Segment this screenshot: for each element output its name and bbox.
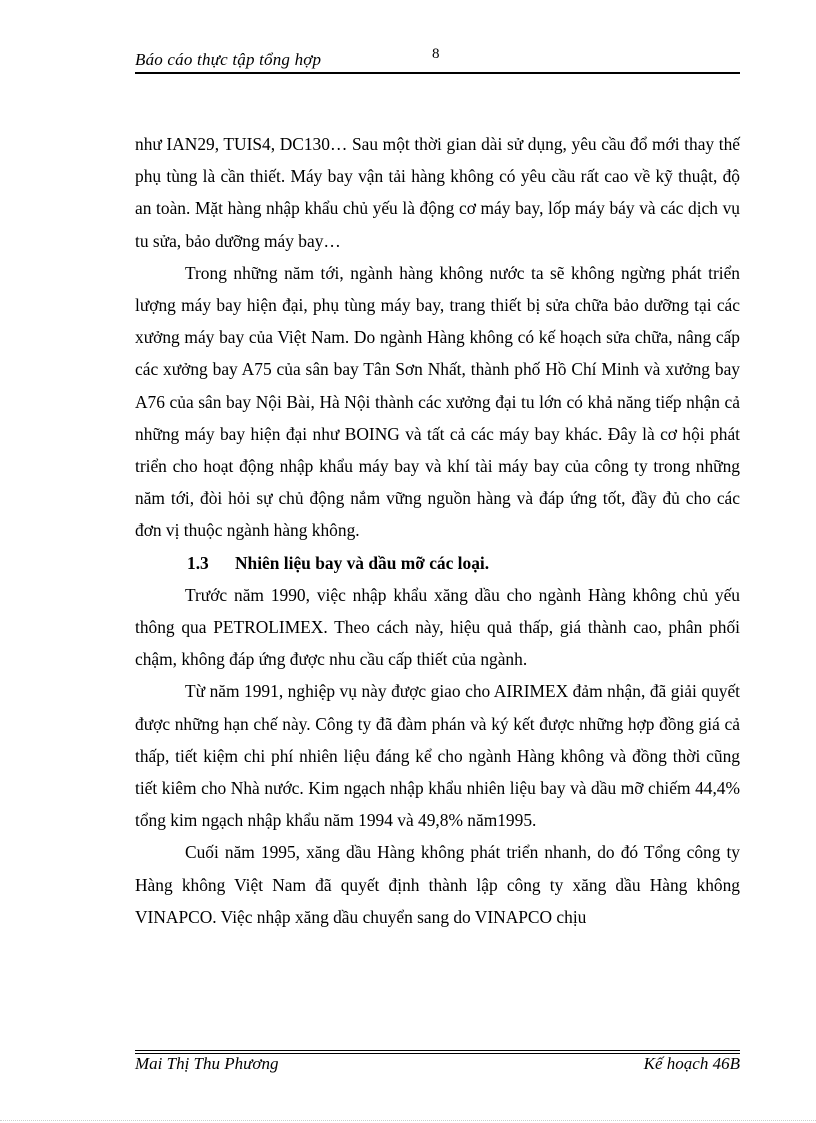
footer-class: Kế hoạch 46B [643, 1054, 740, 1073]
header-title: Báo cáo thực tập tổng hợp [135, 50, 322, 69]
footer-divider-top [135, 1050, 740, 1051]
section-heading [135, 547, 740, 579]
paragraph-1: như IAN29, TUIS4, DC130… Sau một thời gian dài sử dụng, yêu cầu đổ mới thay thế phụ tùng là cần thiết. Máy bay vận tải hàng không có yêu cầu rất cao về kỹ thuật, độ an toàn. Mặt hàng nhập khẩu chủ yếu là động cơ máy bay, lốp máy báy và các dịch vụ tu sửa, bảo dưỡng máy bay… [135, 134, 740, 251]
document-body [135, 128, 740, 933]
section-number: 1.3 [187, 552, 209, 573]
paragraph-5: Cuối năm 1995, xăng dầu Hàng không phát triển nhanh, do đó Tổng công ty Hàng không Việt Nam đã quyết định thành lập công ty xăng dầu Hàng không VINAPCO. Việc nhập xăng dầu chuyển sang do VINAPCO chịu [135, 842, 740, 927]
paragraph-4: Từ năm 1991, nghiệp vụ này được giao cho AIRIMEX đảm nhận, đã giải quyết được những hạn chế này. Công ty đã đàm phán và ký kết được những hợp đồng giá cả thấp, tiết kiệm chi phí nhiên liệu đáng kể cho ngành Hàng không và đồng thời cũng tiết kiêm cho Nhà nước. Kim ngạch nhập khẩu nhiên liệu bay và dầu mỡ chiếm 44,4% tổng kim ngạch nhập khẩu năm 1994 và 49,8% năm1995. [135, 681, 740, 831]
page-number: 8 [432, 46, 440, 62]
footer-author: Mai Thị Thu Phương [135, 1054, 279, 1073]
page-header [135, 46, 740, 72]
paragraph-3: Trước năm 1990, việc nhập khẩu xăng dầu cho ngành Hàng không chủ yếu thông qua PETROLIMEX. Theo cách này, hiệu quả thấp, giá thành cao, phân phối chậm, không đáp ứng được nhu cầu cấp thiết của ngành. [135, 584, 740, 670]
header-divider [135, 72, 740, 74]
section-title: Nhiên liệu bay và dầu mỡ các loại. [235, 552, 490, 573]
page-edge-line [0, 1120, 816, 1121]
paragraph-2: Trong những năm tới, ngành hàng không nước ta sẽ không ngừng phát triển lượng máy bay hiện đại, phụ tùng máy bay, trang thiết bị sửa chữa bảo dưỡng tại các xưởng máy bay của Việt Nam. Do ngành Hàng không có kế hoạch sửa chữa, nâng cấp các xưởng bay A75 của sân bay Tân Sơn Nhất, thành phố Hồ Chí Minh và xưởng bay A76 của sân bay Nội Bài, Hà Nội thành các xưởng đại tu lớn có khả năng tiếp nhận cả những máy bay hiện đại như BOING và tất cả các máy bay khác. Đây là cơ hội phát triển cho hoạt động nhập khẩu máy bay và khí tài máy bay của công ty trong những năm tới, đòi hỏi sự chủ động nắm vững nguồn hàng và đáp ứng tốt, đầy đủ cho các đơn vị thuộc ngành hàng không. [135, 262, 740, 541]
